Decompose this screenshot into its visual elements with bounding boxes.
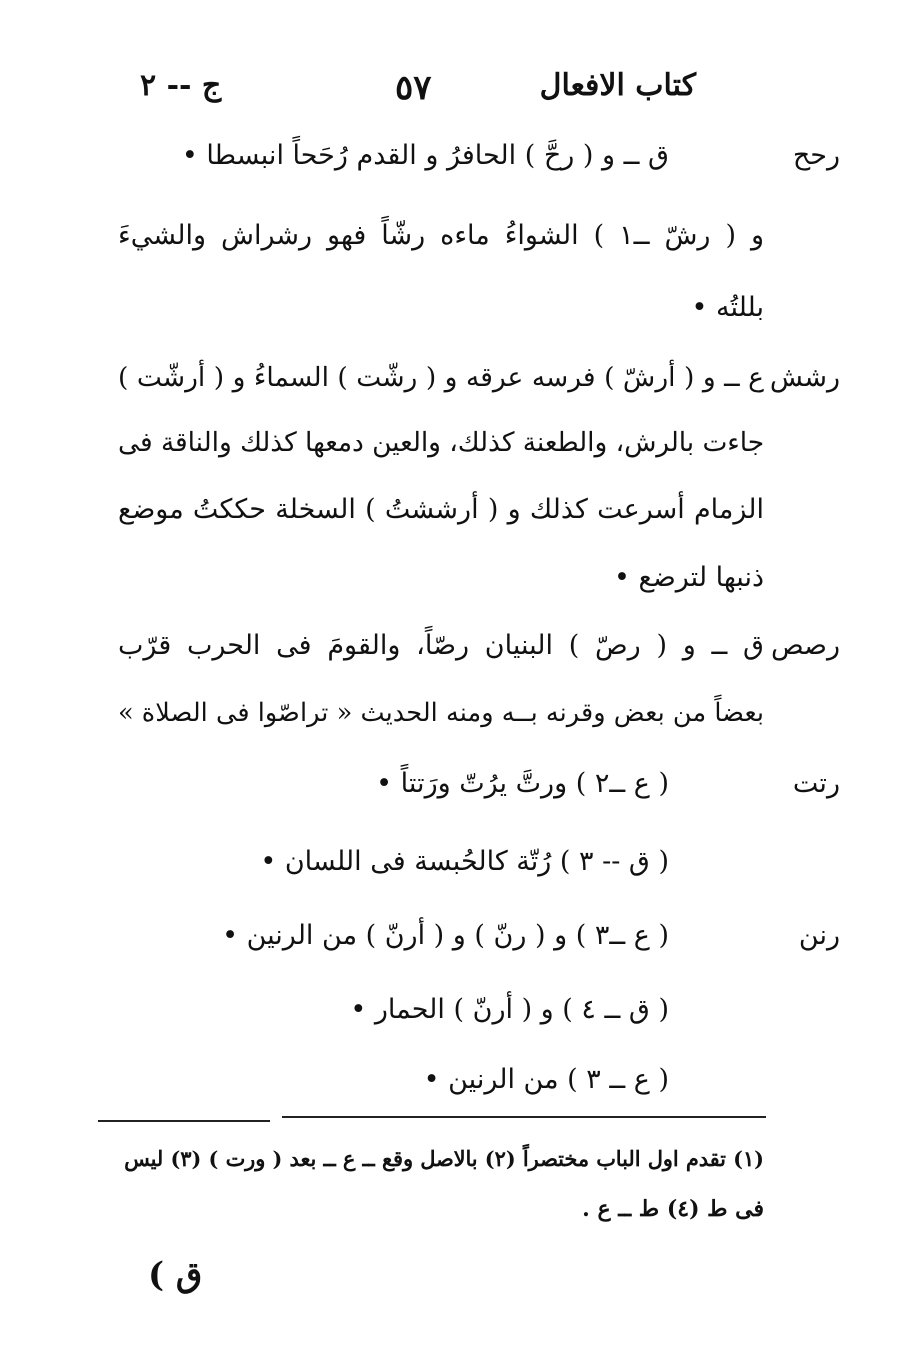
entry-ratt-line-2: ( ق -- ٣ ) رُتّة كالحُبسة فى اللسان • (260, 846, 669, 877)
entry-root-rahh: رحح (792, 140, 840, 171)
footnote-rule-right (282, 1116, 766, 1118)
entry-root-rann: رنن (798, 920, 840, 951)
entry-rashsh-a-line-2: بللتُه • (691, 292, 764, 323)
entry-rashsh-b-line-2: جاءت بالرش، والطعنة كذلك، والعين دمعها كذلك والناقة فى (118, 428, 764, 458)
entry-rahh-line-1: ق ــ و ( رحَّ ) الحافرُ و القدم رُحَحاً انبسطا • (181, 140, 669, 171)
entry-rashsh-a-line-1: و ( رشّ ــ١ ) الشواءُ ماءه رشّاً فهو رشراش والشيءَ (118, 220, 765, 251)
entry-rass-line-1: ق ــ و ( رصّ ) البنيان رصّاً، والقومَ فى الحرب قرّب (118, 630, 764, 661)
stray-mark: ق ) (148, 1255, 203, 1295)
footnote-line-1: (١) تقدم اول الباب مختصراً (٢) بالاصل وقع ــ ع ــ بعد ( ورت ) (٣) ليس (124, 1146, 764, 1171)
entry-rann-line-3: ( ع ــ ٣ ) من الرنين • (423, 1064, 669, 1095)
volume-part-label: ج -- ٢ (140, 68, 222, 103)
footnote-rule-left (98, 1120, 270, 1122)
page-number: ٥٧ (395, 68, 432, 108)
entry-root-ratt: رتت (792, 768, 840, 799)
entry-root-rass: رصص (770, 630, 840, 661)
entry-rann-line-2: ( ق ــ ٤ ) و ( أرنّ ) الحمار • (350, 994, 669, 1025)
entry-rashsh-b-line-3: الزمام أسرعت كذلك و ( أرششتُ ) السخلة حككتُ موضع (118, 494, 764, 525)
entry-rass-line-2: بعضاً من بعض وقرنه بــه ومنه الحديث « تراصّوا فى الصلاة » (117, 698, 764, 728)
entry-rann-line-1: ( ع ــ٣ ) و ( رنّ ) و ( أرنّ ) من الرنين • (222, 920, 669, 951)
entry-root-rashsh: رشش (769, 362, 840, 393)
entry-ratt-line-1: ( ع ــ٢ ) ورتَّ يرُتّ ورَتتاً • (376, 768, 669, 799)
entry-rashsh-b-line-1: ع ــ و ( أرشّ ) فرسه عرقه و ( رشّت ) السماءُ و ( أرشّت ) (118, 362, 764, 393)
footnote-line-2: فى ط (٤) ط ــ ع . (582, 1196, 764, 1222)
entry-rashsh-b-line-4: ذنبها لترضع • (613, 562, 764, 593)
running-header-title: كتاب الافعال (539, 68, 696, 103)
